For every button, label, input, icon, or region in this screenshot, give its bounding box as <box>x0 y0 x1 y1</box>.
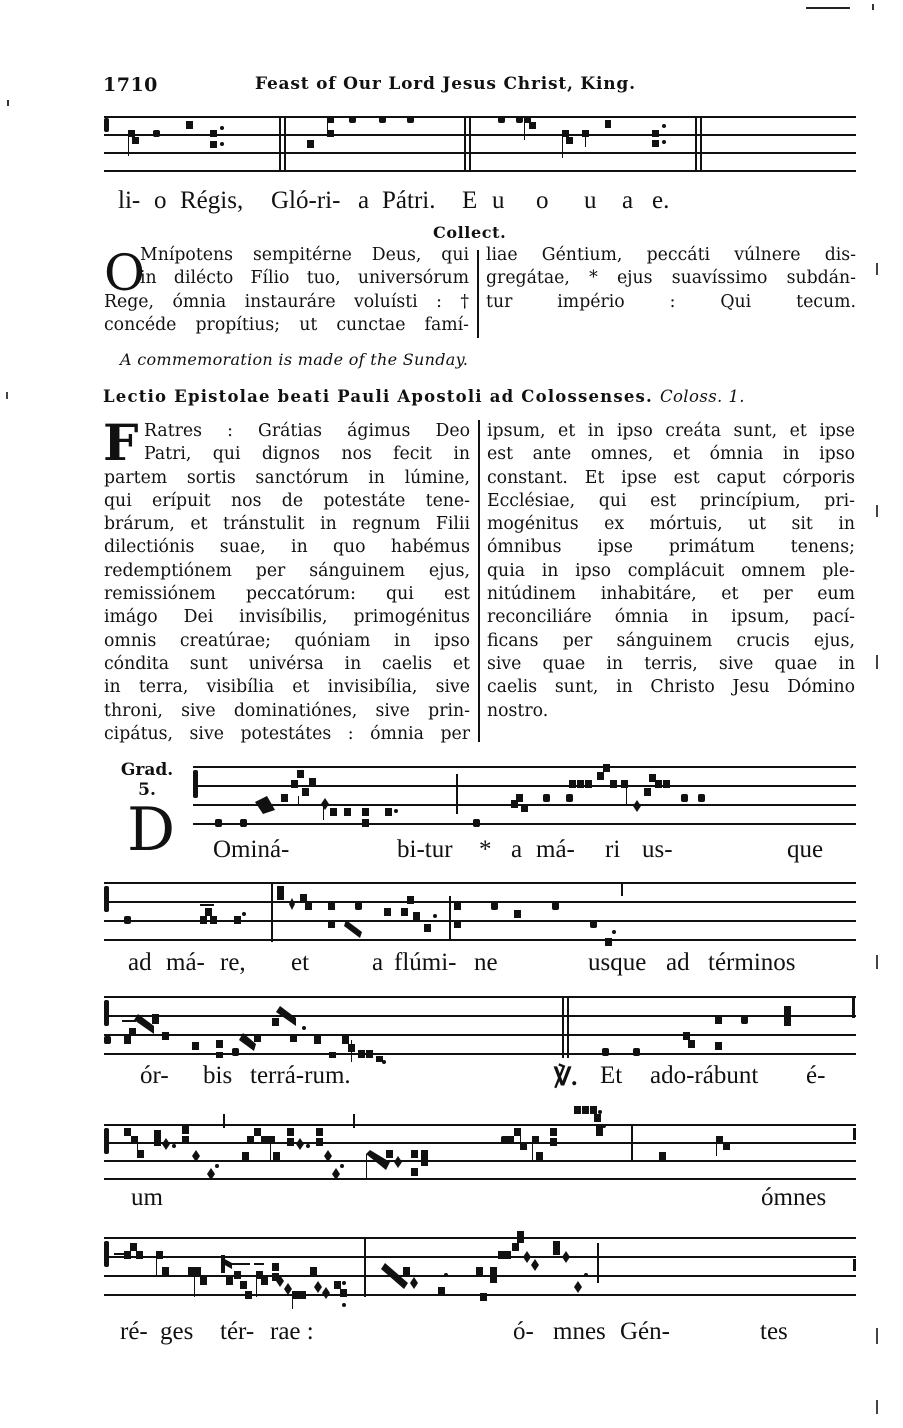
scan-mark-right-5 <box>876 1328 878 1344</box>
gradual-lyrics-1 <box>213 836 863 866</box>
lyric: u <box>584 187 597 214</box>
lyric: mnes <box>553 1318 606 1345</box>
epistle-line: cóndita sunt univérsa in caelis et <box>104 653 470 674</box>
lyric: * <box>479 836 492 863</box>
lyric: má- <box>536 836 575 863</box>
lyric: ad <box>128 949 152 976</box>
running-title: Feast of Our Lord Jesus Christ, King. <box>255 74 636 94</box>
lyric: o <box>536 187 549 214</box>
epistle-line: Patri, qui dignos nos fecit in <box>144 444 470 465</box>
lyric: et <box>291 949 310 976</box>
lyric: Gló-ri- <box>271 187 341 214</box>
lyric: ri <box>605 836 621 863</box>
epistle-line: redemptiónem per sánguinem ejus, <box>104 560 470 581</box>
epistle-column-rule <box>478 420 480 742</box>
epistle-line: ipsum, et in ipso creáta sunt, et ipse <box>487 421 855 441</box>
lyric: má- <box>166 949 205 976</box>
collect-drop-cap: O <box>104 244 145 302</box>
epistle-line: nitúdinem inhabitáre, et per eum <box>487 584 855 605</box>
scan-mark-left-1 <box>7 100 9 106</box>
lyric: ór- <box>140 1062 169 1089</box>
collect-right-column <box>486 244 856 314</box>
neumes-gradual-5 <box>104 1237 856 1307</box>
gradual-lyrics-4 <box>131 1184 861 1214</box>
chant-staff-top <box>104 116 856 176</box>
lyric: rae : <box>270 1318 314 1345</box>
lyric: Et <box>600 1062 623 1089</box>
gradual-staff-5 <box>104 1237 856 1299</box>
lyric: é- <box>806 1062 826 1089</box>
lyric: ado-rábunt <box>650 1062 759 1089</box>
lyric: E <box>462 187 478 214</box>
lyric: um <box>131 1184 163 1211</box>
gradual-lyrics-2 <box>128 949 868 979</box>
lyric: ré- <box>120 1318 148 1345</box>
gradual-staff-1 <box>193 766 856 828</box>
epistle-line: dilectiónis suae, in quo habémus <box>104 537 470 558</box>
gradual-mode: 5. <box>138 780 156 800</box>
lyric: usque <box>588 949 647 976</box>
scan-mark-top-rule <box>806 7 850 9</box>
lyric: e. <box>652 187 670 214</box>
neumes-gradual-3 <box>104 996 856 1066</box>
epistle-reference: Coloss. 1. <box>659 387 745 406</box>
gradual-staff-2 <box>104 882 856 944</box>
epistle-line: brárum, et tránstulit in regnum Filii <box>104 514 470 535</box>
epistle-line: Ecclésiae, qui est princípium, pri- <box>487 490 855 511</box>
scan-mark-right-2 <box>876 505 878 517</box>
epistle-line: imágo Dei invisíbilis, primogénitus <box>104 607 470 628</box>
neumes-top <box>104 116 856 176</box>
collect-line: tur império : Qui tecum. <box>486 291 856 312</box>
epistle-drop-cap: F <box>103 413 139 472</box>
lyric: bis <box>203 1062 233 1089</box>
lyric: bi-tur <box>397 836 453 863</box>
gradual-staff-3 <box>104 996 856 1058</box>
collect-line: gregátae, * ejus suavíssimo subdán- <box>486 268 856 289</box>
lyric: Gén- <box>620 1318 670 1345</box>
lyric: li- <box>118 187 141 214</box>
scan-mark-top-tick <box>872 4 874 10</box>
lyric: términos <box>708 949 796 976</box>
collect-column-rule <box>477 250 479 338</box>
gradual-label <box>112 760 182 800</box>
page-header <box>103 74 863 100</box>
lyric: o <box>154 187 167 214</box>
page-number: 1710 <box>103 74 158 96</box>
scan-mark-right-6 <box>876 1400 878 1414</box>
epistle-right-column <box>487 420 855 723</box>
epistle-line: nostro. <box>487 700 549 721</box>
neumes-gradual-2 <box>104 882 856 952</box>
collect-line: concéde propítius; ut cunctae famí- <box>104 314 469 335</box>
lyric: a <box>358 187 370 214</box>
lyric: que <box>787 836 824 863</box>
lyric: a <box>372 949 384 976</box>
lyric: ó- <box>513 1318 534 1345</box>
collect-line: Mnípotens sempitérne Deus, qui <box>140 245 469 265</box>
epistle-heading <box>103 387 745 406</box>
epistle-line: quia in ipso complácuit omnem ple- <box>487 560 855 581</box>
epistle-line: caelis sunt, in Christo Jesu Dómino <box>487 677 855 698</box>
epistle-title: Lectio Epistolae beati Pauli Apostoli ad Colossenses. <box>103 387 653 406</box>
lyric: Ominá- <box>213 836 290 863</box>
lyric: terrá-rum. <box>250 1062 351 1089</box>
lyric: Régis, <box>180 187 244 214</box>
epistle-line: remissiónem peccatórum: qui est <box>104 584 470 605</box>
epistle-line: est ante omnes, et ómnia in ipso <box>487 444 855 465</box>
lyric: tes <box>760 1318 788 1345</box>
scan-mark-left-2 <box>6 392 8 399</box>
lyric: flúmi- <box>394 949 457 976</box>
commemoration-note: A commemoration is made of the Sunday. <box>120 350 469 369</box>
epistle-line: Ratres : Grátias ágimus Deo <box>144 421 470 441</box>
epistle-line: sive quae in terris, sive quae in <box>487 653 855 674</box>
lyric: tér- <box>220 1318 255 1345</box>
scan-mark-right-3 <box>876 655 878 669</box>
epistle-line: qui erípuit nos de potestáte tene- <box>104 490 470 511</box>
gradual-title: Grad. <box>120 760 174 780</box>
lyric: ne <box>474 949 498 976</box>
lyric: ómnes <box>761 1184 827 1211</box>
collect-line: liae Géntium, peccáti vúlnere dis- <box>486 245 856 265</box>
epistle-line: omnis creatúrae; quóniam in ipso <box>104 630 470 651</box>
lyric: re, <box>220 949 246 976</box>
gradual-lyrics-3 <box>140 1062 860 1092</box>
lyric: a <box>511 836 523 863</box>
lyric: us- <box>642 836 673 863</box>
epistle-line: ómnibus ipse primátum tenens; <box>487 537 855 558</box>
scan-mark-right-1 <box>876 263 878 275</box>
epistle-line: cipátus, sive potestátes : ómnia per <box>104 723 470 744</box>
lyric: Pátri. <box>382 187 436 214</box>
collect-line: in dilécto Fílio tuo, universórum <box>140 268 469 289</box>
epistle-left-column <box>103 413 470 746</box>
lyric: u <box>492 187 505 214</box>
epistle-line: reconciliáre ómnia in ipsum, pací- <box>487 607 855 628</box>
scan-mark-right-4 <box>876 955 878 969</box>
gradual-lyrics-5 <box>120 1318 860 1348</box>
epistle-line: mogénitus ex mórtuis, ut sit in <box>487 514 855 535</box>
epistle-line: constant. Et ipse est caput córporis <box>487 467 855 488</box>
chant-lyrics-top <box>118 187 858 217</box>
epistle-line: throni, sive dominatiónes, sive prin- <box>104 700 470 721</box>
epistle-line: partem sortis sanctórum in lúmine, <box>104 467 470 488</box>
lyric: ges <box>160 1318 194 1345</box>
collect-heading: Collect. <box>433 223 507 242</box>
epistle-line: in terra, visibília et invisibília, sive <box>104 677 470 698</box>
gradual-drop-cap: D <box>127 795 176 865</box>
lyric: a <box>622 187 634 214</box>
lyric: ad <box>666 949 690 976</box>
versicle-symbol: ℣. <box>554 1064 578 1091</box>
collect-left-column <box>104 244 469 337</box>
collect-line: Rege, ómnia instauráre voluísti : † <box>104 291 469 312</box>
neumes-gradual-1 <box>193 766 856 836</box>
epistle-line: ficans per sánguinem crucis ejus, <box>487 630 855 651</box>
gradual-staff-4 <box>104 1124 856 1186</box>
